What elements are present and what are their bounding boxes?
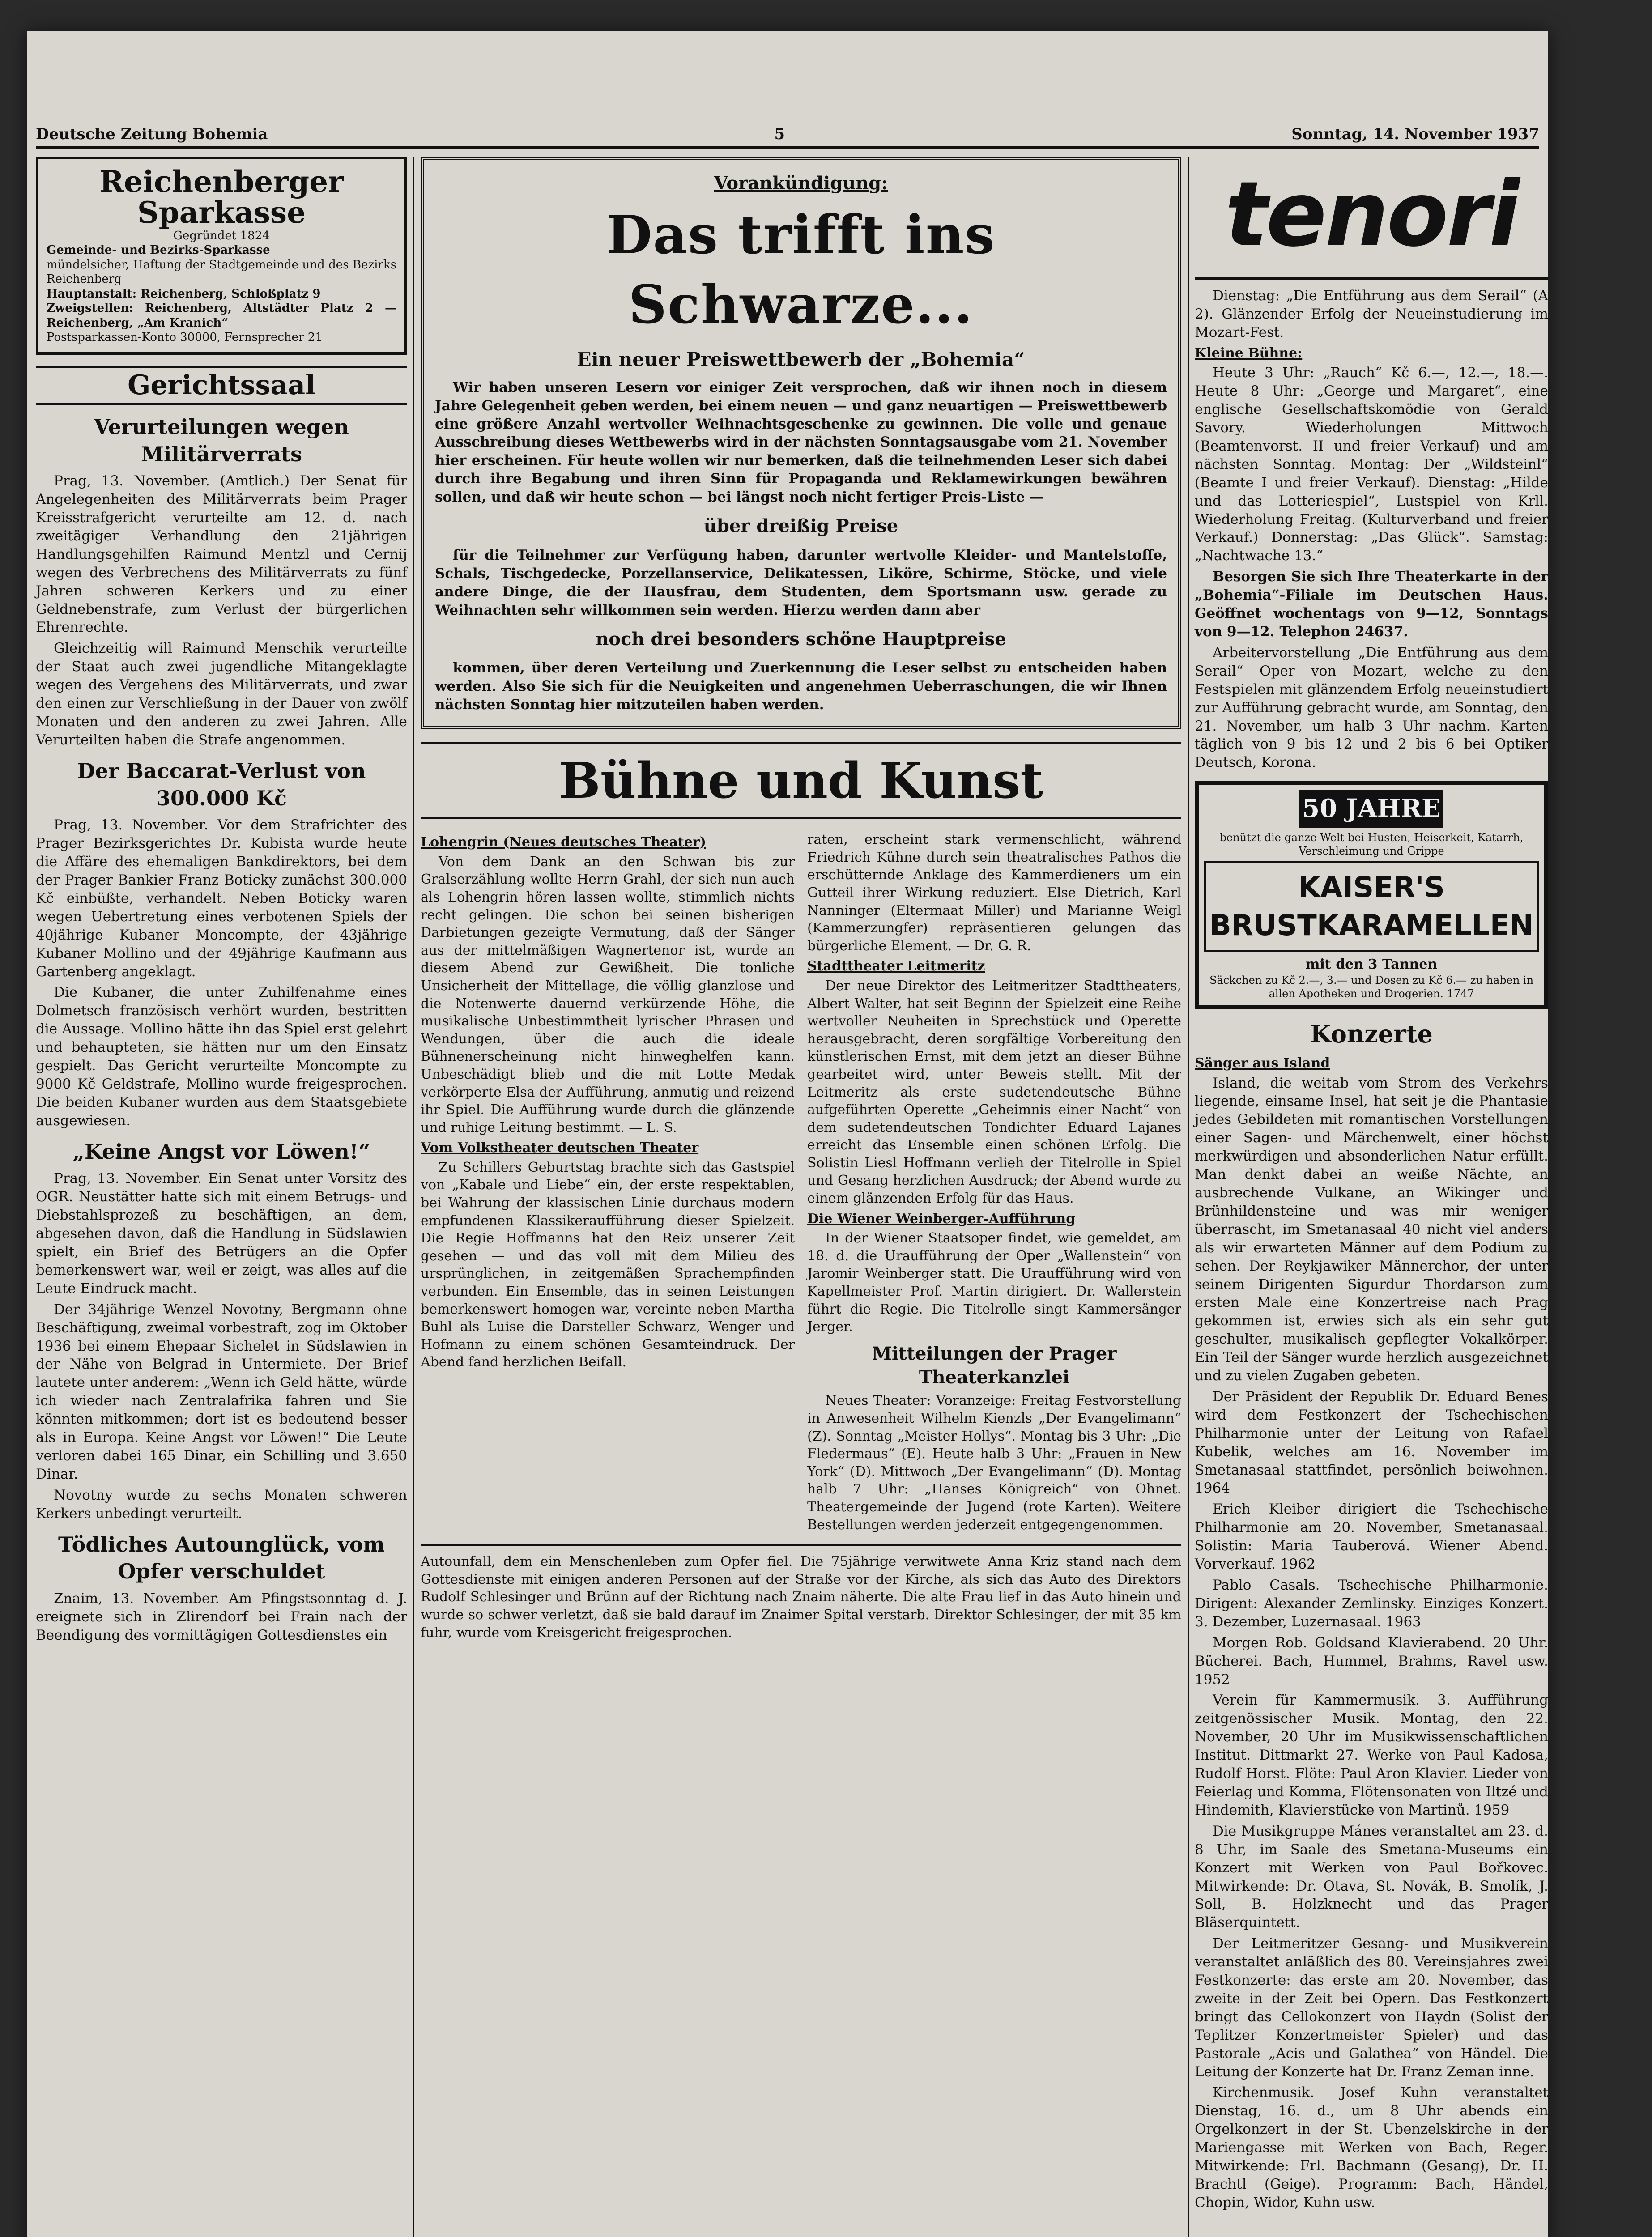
article-title: „Keine Angst vor Löwen!“ <box>72 1139 370 1164</box>
buehne-columns <box>421 831 1181 1536</box>
contest-announcement <box>421 157 1181 729</box>
section-title-konzerte: Konzerte <box>1310 1019 1433 1048</box>
buehne-left <box>421 831 795 1536</box>
review-text: In der Wiener Staatsoper findet, wie gemeldet, am 18. d. die Uraufführung der Oper „Wallenstein“ von Jaromir Weinberger statt. Die Uraufführung wird von Kapellmeister Prof. Martin dirigiert. Dr. Wallerstein führt die Regie. Die Titelrolle singt Kammersänger Jerger. <box>807 1230 1181 1335</box>
review-text: Von dem Dank an den Schwan bis zur Gralserzählung wollte Herrn Grahl, der sich nun auch als Lohengrin hören lassen wollte, stimmlich nichts recht gelingen. Die schon bei seinen bisherigen Darbietungen gezeigte Vermutung, daß der Sänger aus der mittelmäßigen Wagnertenor ist, wurde an diesem Abend zur Gewißheit. Die tonliche Unsicherheit der Mittellage, die völlig glanzlose und die Notenwerte dauernd verkürzende Höhe, die musikalische Unbestimmtheit lyrischer Phrasen und Wendungen, über die auch die ideale Bühnenerscheinung nicht hinweghelfen kann. Unbeschädigt blieb und die mit Lotte Medak verkörperte Elsa der Aufführung, anmutig und reizend ihr Spiel. Die Aufführung wurde durch die glänzende und ruhige Leitung bestimmt. — L. S. <box>421 854 795 1136</box>
concert-text: Verein für Kammermusik. 3. Aufführung zeitgenössischer Musik. Montag, den 22. November, 20 Uhr im Musikwissenschaftlichen Institut. Dittmarkt 27. Werke von Paul Kadosa, Rudolf Horst. Flöte: Paul Aron Klavier. Lieder von Feierlag und Komma, Flötensonaten von Iltzé und Hindemith, Klavierstücke von Martinů. 1959 <box>1195 1692 1548 1818</box>
sparkasse-line: Gemeinde- und Bezirks-Sparkasse <box>47 243 270 257</box>
kaiser-ad-name: KAISER'S BRUSTKARAMELLEN <box>1204 861 1539 952</box>
review-title: Vom Volkstheater deutschen Theater <box>421 1140 699 1156</box>
article-paragraph: Prag, 13. November. (Amtlich.) Der Senat für Angelegenheiten des Militärverrats beim Prager Kreisstrafgericht verurteilte am 12. d. nach zweitägiger Verhandlung den 21jährigen Handlungsgehilfen Raimund Mentzl und Cernij wegen des Verbrechens des Militärverrats zu fünf Jahren schweren Kerkers und zu einer Geldnebenstrafe, zum Verlust der bürgerlichen Ehrenrechte. <box>36 473 407 636</box>
section-title-gerichtssaal: Gerichtssaal <box>36 366 407 405</box>
article-paragraph: Prag, 13. November. Vor dem Strafrichter des Prager Bezirksgerichtes Dr. Kubista wurde heute die Affäre des ehemaligen Bankdirektors, bei dem der Prager Bankier Franz Boticky zunächst 300.000 Kč einbüßte, verhandelt. Neben Boticky waren wegen Uebertretung eines verbotenen Spiels der 40jährige Kubaner Moncompte, der 43jährige Kubaner Mollino und der 49jährige Kaufmann aus Gartenberg angeklagt. <box>36 817 407 980</box>
theater-program-text: Arbeitervorstellung „Die Entführung aus dem Serail“ Oper von Mozart, welche zu den Festspielen mit glänzendem Erfolg neueinstudiert zur Aufführung gebracht wurde, am Sonntag, den 21. November, um halb 3 Uhr nachm. Karten täglich von 9 bis 12 und 2 bis 6 bei Optiker Deutsch, Korona. <box>1195 644 1548 771</box>
concert-text: Island, die weitab vom Strom des Verkehrs liegende, einsame Insel, hat seit je die Phantasie jedes Gebildeten mit romantischen Vorstellungen einer Sagen- und Märchenwelt, einer höchst merkwürdigen und absonderlichen Natur erfüllt. Man denkt dabei an weiße Nächte, an ausbrechende Vulkane, an Wikinger und Brünhildensteine und was mir weniger überrascht, im Smetanasaal 40 nicht viel anders als wir erwarteten Männer auf dem Podium zu sehen. Der Reykjawiker Männerchor, der unter seinem Dirigenten Sigurdur Thordarson zum ersten Male eine Konzertreise nach Prag gekommen ist, erwies sich als ein sehr gut geschulter, musikalisch gepflegter Vokalkörper. Ein Teil der Sänger wurde herzlich ausgezeichnet und zu vielen Zugaben gebeten. <box>1195 1075 1548 1384</box>
kleine-buehne-title: Kleine Bühne: <box>1195 345 1303 361</box>
sparkasse-line: Hauptanstalt: Reichenberg, Schloßplatz 9 <box>47 287 321 301</box>
sparkasse-line: mündelsicher, Haftung der Stadtgemeinde und des Bezirks Reichenberg <box>47 258 396 286</box>
article-paragraph: Die Kubaner, die unter Zuhilfenahme eines Dolmetsch französisch verhört wurden, bestritten die Aussage. Mollino hätte ihn das Spiel erst gelehrt und behaupteten, sie hätten nur um den Einsatz gespielt. Das Gericht verurteilte Moncompte zu 9000 Kč Geldstrafe, Mollino wurde freigesprochen. Die beiden Kubaner wurden aus dem Staatsgebiete ausgewiesen. <box>36 984 407 1129</box>
article-title: Der Baccarat-Verlust von 300.000 Kč <box>77 758 366 810</box>
announcement-subline: Ein neuer Preiswettbewerb der „Bohemia“ <box>577 349 1025 371</box>
theater-notices-title: Mitteilungen der Prager Theaterkanzlei <box>872 1343 1117 1388</box>
sparkasse-line: Zweigstellen: Reichenberg, Altstädter Platz 2 — Reichenberg, „Am Kranich“ <box>47 302 396 330</box>
divider <box>421 1544 1181 1546</box>
article-paragraph: Gleichzeitig will Raimund Menschik verurteilte der Staat auch zwei jugendliche Mitangeklagte wegen des Vergehens des Militärverrats, und zwar den einen zur Verschließung in der Dauer von zwölf Monaten und den anderen zu zwei Jahren. Alle Verurteilten haben die Strafe angenommen. <box>36 640 407 748</box>
page-header <box>36 112 1539 149</box>
newspaper-page <box>27 31 1548 2237</box>
sparkasse-line: Postsparkassen-Konto 30000, Fernsprecher 21 <box>47 331 323 344</box>
concert-text: Kirchenmusik. Josef Kuhn veranstaltet Dienstag, 16. d., um 8 Uhr abends ein Orgelkonzert in der St. Ubenzelskirche in der Mariengasse mit Werken von Bach, Reger. Mitwirkende: Frl. Bachmann (Gesang), Dr. H. Brachtl (Geige). Programm: Bach, Händel, Chopin, Widor, Kuhn usw. <box>1195 2084 1548 2211</box>
concert-title: Sänger aus Island <box>1195 1055 1330 1071</box>
concert-text: Der Leitmeritzer Gesang- und Musikverein veranstaltet anläßlich des 80. Vereinsjahres zwei Festkonzerte: das erste am 20. November, das zweite in der Zeit bei Opern. Das Festkonzert bringt das Cellokonzert von Haydn (Solist der Teplitzer Konzertmeister Spieler) und das Pastorale „Acis und Galathea“ von Händel. Die Leitung der Konzerte hat Dr. Franz Zeman inne. <box>1195 1935 1548 2080</box>
divider <box>1195 277 1548 280</box>
concert-text: Erich Kleiber dirigiert die Tschechische Philharmonie am 20. November, Smetanasaal. Solistin: Maria Tauberová. Wiener Abend. Vorverkauf. 1962 <box>1195 1501 1548 1573</box>
column-right <box>1195 157 1548 2237</box>
issue-date: Sonntag, 14. November 1937 <box>1291 125 1539 143</box>
ticket-notice: Besorgen Sie sich Ihre Theaterkarte in der „Bohemia“-Filiale im Deutschen Haus. Geöffnet wochentags von 9—12, Sonntags von 9—12. Telephon 24637. <box>1195 569 1548 640</box>
sparkasse-founded: Gegründet 1824 <box>173 229 270 242</box>
column-center <box>421 157 1181 2237</box>
theater-program-text: Heute 3 Uhr: „Rauch“ Kč 6.—, 12.—, 18.—. Heute 8 Uhr: „George und Margaret“, eine englische Gesellschaftskomödie von Gerald Savory. Wiederholungen Mittwoch (Beamtenvorst. II und freier Verkauf) und am nächsten Sonntag. Montag: Der „Wildsteinl“ (Beamte I und freier Verkauf). Dienstag: „Hilde und das Lotteriespiel“, Lustspiel von Krll. Wiederholung Freitag. (Kulturverband und freier Verkauf.) Donnerstag: „Das Glück“. Samstag: „Nachtwache 13.“ <box>1195 365 1548 564</box>
review-title: Lohengrin (Neues deutsches Theater) <box>421 834 706 851</box>
concert-text: Die Musikgruppe Mánes veranstaltet am 23. d. 8 Uhr, im Saale des Smetana-Museums ein Konzert mit Werken von Paul Bořkovec. Mitwirkende: Dr. Otava, St. Novák, B. Smolík, J. Soll, B. Holzknecht und das Prager Bläserquintett. <box>1195 1823 1548 1931</box>
review-title: Stadttheater Leitmeritz <box>807 958 985 974</box>
theater-notices-text: Neues Theater: Voranzeige: Freitag Festvorstellung in Anwesenheit Wilhelm Kienzls „Der Evangelimann“ (Z). Sonntag „Meister Hollys“. Montag bis 3 Uhr: „Die Fledermaus“ (E). Heute halb 3 Uhr: „Frauen in New York“ (D). Mittwoch „Der Evangelimann“ (D). Montag halb 7 Uhr: „Hanses Königreich“ von Ohnet. Theatergemeinde der Jugend (rote Karten). Weitere Bestellungen werden jederzeit entgegengenommen. <box>807 1393 1181 1533</box>
announcement-highlight: über dreißig Preise <box>703 515 898 537</box>
kaiser-ad-text: Säckchen zu Kč 2.—, 3.— und Dosen zu Kč 6.— zu haben in allen Apotheken und Drogerien. 1747 <box>1209 974 1534 1000</box>
kaiser-ad-sub: mit den 3 Tannen <box>1305 957 1438 973</box>
concert-text: Der Präsident der Republik Dr. Eduard Benes wird dem Festkonzert der Tschechischen Philharmonie unter der Leitung von Rafael Kubelik, welches am 16. November im Smetanasaal stattfindet, persönlich beiwohnen. 1964 <box>1195 1388 1548 1497</box>
article-paragraph: Novotny wurde zu sechs Monaten schweren Kerkers unbedingt verurteilt. <box>36 1487 407 1522</box>
review-title: Die Wiener Weinberger-Aufführung <box>807 1211 1076 1227</box>
column-rule <box>413 157 414 2237</box>
section-title-buehne: Bühne und Kunst <box>421 742 1181 819</box>
article-continuation: Autounfall, dem ein Menschenleben zum Opfer fiel. Die 75jährige verwitwete Anna Kriz stand nach dem Gottesdienste mit einigen anderen Personen auf der Straße vor der Kirche, als sich das Auto des Direktors Rudolf Schlesinger und Brünn auf der Richtung nach Znaim näherte. Die alte Frau lief in das Auto hinein und wurde so schwer verletzt, daß sie bald darauf im Znaimer Spital verstarb. Direktor Schlesinger, der mit 35 km fuhr, wurde vom Kreisgericht freigesprochen. <box>421 1554 1181 1641</box>
kaiser-ad <box>1195 781 1548 1009</box>
kaiser-ad-years: 50 JAHRE <box>1299 790 1443 828</box>
column-left <box>36 157 407 2237</box>
announcement-paragraph: Wir haben unseren Lesern vor einiger Zeit versprochen, daß wir ihnen noch in diesem Jahre Gelegenheit geben werden, bei einem neuen — und ganz neuartigen — Preiswettbewerb eine größere Anzahl wertvoller Weihnachtsgeschenke zu gewinnen. Die volle und genaue Ausschreibung dieses Wettbewerbs wird in der nächsten Sonntagsausgabe vom 21. November hier erscheinen. Für heute wollen wir nur bemerken, daß die teilnehmenden Leser sich dabei durch ihre Begabung und ihren Sinn für Propaganda und Reklamewirkungen bewähren sollen, und daß wir heute schon — bei längst noch nicht fertiger Preis-Liste — <box>435 379 1167 506</box>
article-paragraph: Znaim, 13. November. Am Pfingstsonntag d. J. ereignete sich in Zlirendorf bei Frain nach der Beendigung des vormittägigen Gottesdienstes ein <box>36 1591 407 1643</box>
announcement-kicker: Vorankündigung: <box>714 173 888 194</box>
concert-text: Pablo Casals. Tschechische Philharmonie. Dirigent: Alexander Zemlinsky. Einziges Konzert. 3. Dezember, Luzernasaal. 1963 <box>1195 1577 1548 1630</box>
sparkasse-title: Reichenberger Sparkasse <box>99 164 344 230</box>
concert-text: Morgen Rob. Goldsand Klavierabend. 20 Uhr. Bücherei. Bach, Hummel, Brahms, Ravel usw. 1952 <box>1195 1634 1548 1688</box>
announcement-headline: Das trifft ins Schwarze... <box>606 203 996 336</box>
article-paragraph: Prag, 13. November. Ein Senat unter Vorsitz des OGR. Neustätter hatte sich mit einem Betrugs- und Diebstahlsprozeß zu beschäftigen, an dem, abgesehen davon, daß die Handlung in Südslawien spielt, ein Brief des Betrügers an die Opfer bemerkenswert war, weil er zeigt, was alles auf die Leute Eindruck macht. <box>36 1170 407 1297</box>
buehne-right <box>807 831 1181 1536</box>
review-text: raten, erscheint stark vermenschlicht, während Friedrich Kühne durch sein theatralisches Pathos die erschütternde Anklage des Kammerdieners um ein Gutteil ihrer Wirkung reduziert. Else Dietrich, Karl Nanninger (Eltermaat Miller) und Marianne Weigl (Kammerzungfer) repräsentieren gelungen das bürgerliche Element. — Dr. G. R. <box>807 832 1181 954</box>
kaiser-ad-text: benützt die ganze Welt bei Husten, Heiserkeit, Katarrh, Verschleimung und Grippe <box>1219 831 1524 858</box>
article-title: Verurteilungen wegen Militärverrats <box>94 414 349 466</box>
sparkasse-ad <box>36 157 407 355</box>
article-title: Tödliches Autounglück, vom Opfer verschuldet <box>58 1532 385 1584</box>
announcement-highlight: noch drei besonders schöne Hauptpreise <box>596 628 1006 650</box>
page-number: 5 <box>774 125 785 143</box>
review-text: Der neue Direktor des Leitmeritzer Stadttheaters, Albert Walter, hat seit Beginn der Spielzeit eine Reihe wertvoller Neuheiten in Sprechstück und Operette herausgebracht, deren sorgfältige Vorbereitung den künstlerischen Ernst, mit dem jetzt an dieser Bühne gearbeitet wird, unter Beweis stellt. Mit der Leitmeritz als erste sudetendeutsche Bühne aufgeführten Operette „Geheimnis einer Nacht“ von dem sudetendeutschen Tondichter Eduard Lajanes erreicht das Ensemble einen schönen Erfolg. Die Solistin Liesl Hoffmann verlieh der Titelrolle in Spiel und Gesang herzlichen Ausdruck; der Abend wurde zu einem glänzenden Erfolg für das Haus. <box>807 978 1181 1207</box>
tenori-ad: tenori <box>1225 162 1518 267</box>
newspaper-name: Deutsche Zeitung Bohemia <box>36 125 268 143</box>
article-paragraph: Der 34jährige Wenzel Novotny, Bergmann ohne Beschäftigung, zweimal vorbestraft, zog im Oktober 1936 bei einem Ehepaar Sichelet in Südslawien in der Nähe von Belgrad in Untermiete. Der Brief lautete unter anderem: „Wenn ich Geld hätte, würde ich wieder nach Zentralafrika fahren und Sie könnten mitkommen; dort ist es bedeutend besser als in Europa. Keine Angst vor Löwen!“ Die Leute verloren dabei 165 Dinar, ein Schilling und 3.650 Dinar. <box>36 1301 407 1482</box>
review-text: Zu Schillers Geburtstag brachte sich das Gastspiel von „Kabale und Liebe“ ein, der erste respektablen, bei Wahrung der klassischen Linie durchaus modern empfundenen Klassikeraufführung dieser Spielzeit. Die Regie Hoffmanns hat den Reiz unserer Zeit gesehen — und das voll mit dem Milieu des ursprünglichen, in zeitgemäßen Sprachempfinden verbunden. Ein Ensemble, das in seinen Leistungen bemerkenswert homogen war, vereinte neben Martha Buhl als Luise die Darsteller Schwarz, Wenger und Hofmann zu einem schönen Gesamteindruck. Der Abend fand herzlichen Beifall. <box>421 1159 795 1370</box>
announcement-paragraph: kommen, über deren Verteilung und Zuerkennung die Leser selbst zu entscheiden haben werden. Also Sie sich für die Neuigkeiten und angenehmen Ueberraschungen, die wir Ihnen nächsten Sonntag hier mitzuteilen haben werden. <box>435 660 1167 713</box>
theater-program-text: Dienstag: „Die Entführung aus dem Serail“ (A 2). Glänzender Erfolg der Neueinstudierung im Mozart-Fest. <box>1195 288 1548 340</box>
announcement-paragraph: für die Teilnehmer zur Verfügung haben, darunter wertvolle Kleider- und Mantelstoffe, Schals, Tischgedecke, Porzellanservice, Delikatessen, Liköre, Schirme, Stöcke, und viele andere Dinge, die der Hausfrau, dem Studenten, dem Sportsmann usw. gerade zu Weihnachten sehr willkommen sein werden. Hierzu werden dann aber <box>435 547 1167 618</box>
column-rule <box>1188 157 1189 2237</box>
